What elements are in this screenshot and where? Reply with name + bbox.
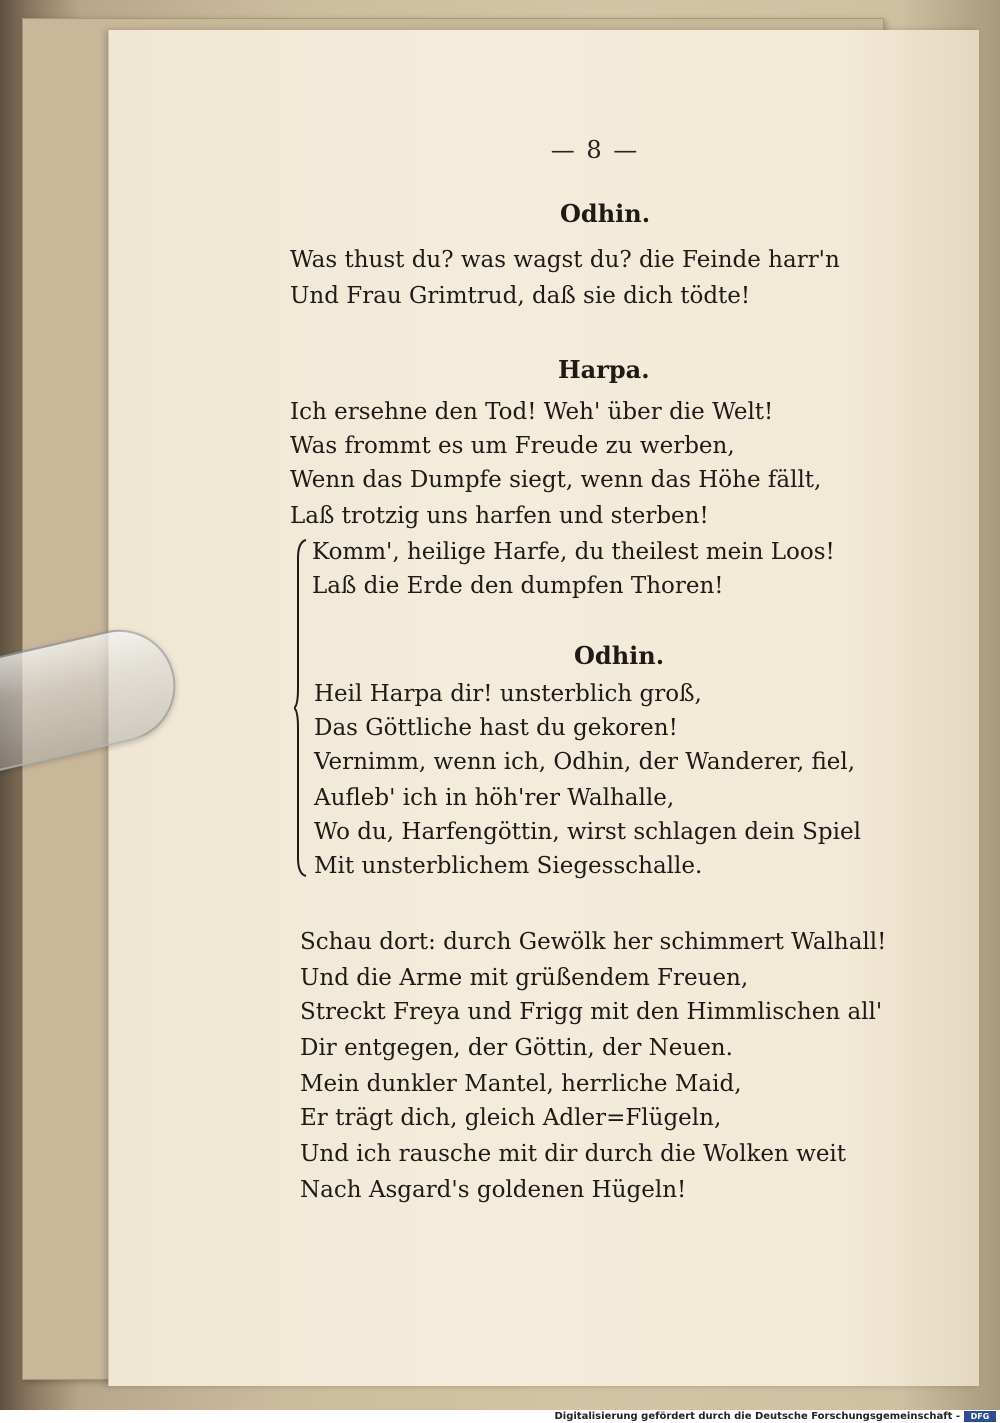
verse-line: Komm', heilige Harfe, du theilest mein Loos! [312, 539, 835, 565]
verse-line: Er trägt dich, gleich Adler=Flügeln, [300, 1105, 722, 1131]
digitization-footer [0, 1410, 1000, 1423]
footer-credit: Digitalisierung gefördert durch die Deutsche Forschungsgemeinschaft - [554, 1411, 960, 1422]
verse-line: Wo du, Harfengöttin, wirst schlagen dein Spiel [314, 819, 861, 845]
speaker-harpa: Harpa. [558, 355, 650, 384]
verse-line: Laß trotzig uns harfen und sterben! [290, 503, 709, 529]
verse-line: Mit unsterblichem Siegesschalle. [314, 853, 703, 879]
page-number: — 8 — [550, 136, 640, 164]
verse-line: Heil Harpa dir! unsterblich groß, [314, 681, 702, 707]
verse-line: Vernimm, wenn ich, Odhin, der Wanderer, fiel, [314, 749, 856, 775]
verse-line: Mein dunkler Mantel, herrliche Maid, [300, 1071, 742, 1097]
verse-brace [294, 538, 308, 878]
dfg-logo-icon: DFG [964, 1411, 996, 1422]
verse-line: Wenn das Dumpfe siegt, wenn das Höhe fällt, [290, 467, 822, 493]
verse-line: Aufleb' ich in höh'rer Walhalle, [314, 785, 675, 811]
verse-line: Das Göttliche hast du gekoren! [314, 715, 678, 741]
verse-line: Ich ersehne den Tod! Weh' über die Welt! [290, 399, 774, 425]
verse-line: Streckt Freya und Frigg mit den Himmlischen all' [300, 999, 883, 1025]
verse-line: Und Frau Grimtrud, daß sie dich tödte! [290, 283, 751, 309]
verse-line: Laß die Erde den dumpfen Thoren! [312, 573, 724, 599]
speaker-odhin-2: Odhin. [574, 641, 665, 670]
verse-line: Und ich rausche mit dir durch die Wolken weit [300, 1141, 847, 1167]
verse-line: Dir entgegen, der Göttin, der Neuen. [300, 1035, 733, 1061]
verse-line: Schau dort: durch Gewölk her schimmert Walhall! [300, 929, 887, 955]
verse-line: Nach Asgard's goldenen Hügeln! [300, 1177, 687, 1203]
speaker-odhin-1: Odhin. [560, 199, 651, 228]
verse-line: Und die Arme mit grüßendem Freuen, [300, 965, 749, 991]
verse-line: Was frommt es um Freude zu werben, [290, 433, 735, 459]
verse-line: Was thust du? was wagst du? die Feinde harr'n [290, 247, 840, 273]
